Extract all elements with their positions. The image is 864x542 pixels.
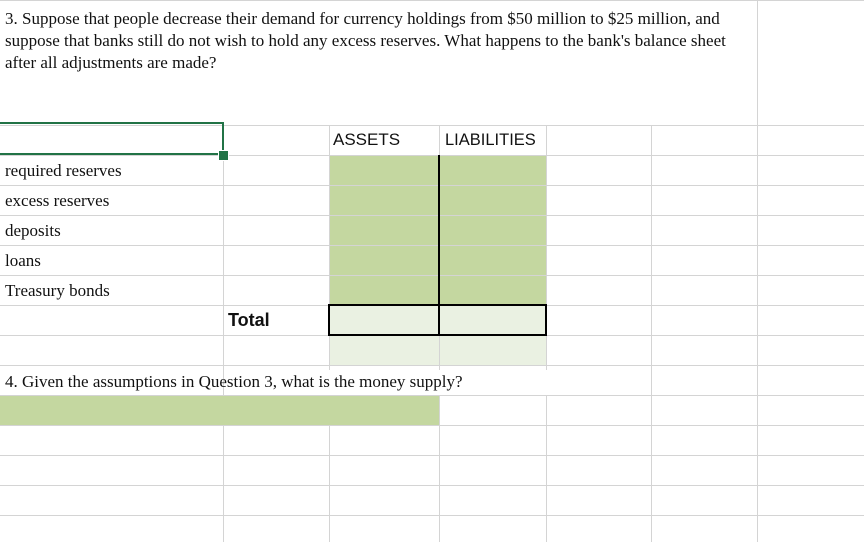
gridline	[0, 485, 864, 486]
active-cell-selection[interactable]	[0, 122, 224, 155]
gridline	[0, 0, 864, 1]
gridline	[439, 395, 440, 542]
gridline	[0, 425, 864, 426]
liabilities-header: LIABILITIES	[445, 131, 536, 149]
gridline	[0, 245, 864, 246]
liabilities-answer-area[interactable]	[439, 155, 546, 305]
gridline	[0, 275, 864, 276]
row-label-treasury-bonds: Treasury bonds	[5, 281, 110, 300]
gridline	[0, 185, 864, 186]
assets-header: ASSETS	[333, 130, 401, 149]
gridline	[0, 515, 864, 516]
assets-answer-area[interactable]	[329, 155, 439, 305]
fill-handle[interactable]	[218, 150, 229, 161]
row-label-deposits: deposits	[5, 221, 61, 240]
total-label: Total	[228, 310, 270, 330]
gridline	[546, 395, 547, 542]
gridline	[0, 155, 864, 156]
question-3-text: 3. Suppose that people decrease their demand for currency holdings from $50 million to $25 million, and suppose that banks still do not wish to hold any excess reserves. What happens to the bank's balance sheet after all adjustments are made?	[5, 9, 726, 72]
gridline	[651, 125, 652, 542]
gridline	[0, 455, 864, 456]
row-label-excess-reserves: excess reserves	[5, 191, 110, 210]
row-label-loans: loans	[5, 251, 41, 270]
gridline	[0, 215, 864, 216]
liabilities-total-cell[interactable]	[438, 304, 547, 336]
gridline	[329, 425, 330, 542]
question-4-text: 4. Given the assumptions in Question 3, what is the money supply?	[5, 372, 463, 391]
assets-total-cell[interactable]	[328, 304, 440, 336]
money-supply-answer-area[interactable]	[0, 395, 440, 425]
gridline	[0, 395, 864, 396]
row-label-required-reserves: required reserves	[5, 161, 122, 180]
gridline	[223, 425, 224, 542]
gridline	[757, 0, 758, 542]
gridline	[0, 365, 864, 366]
